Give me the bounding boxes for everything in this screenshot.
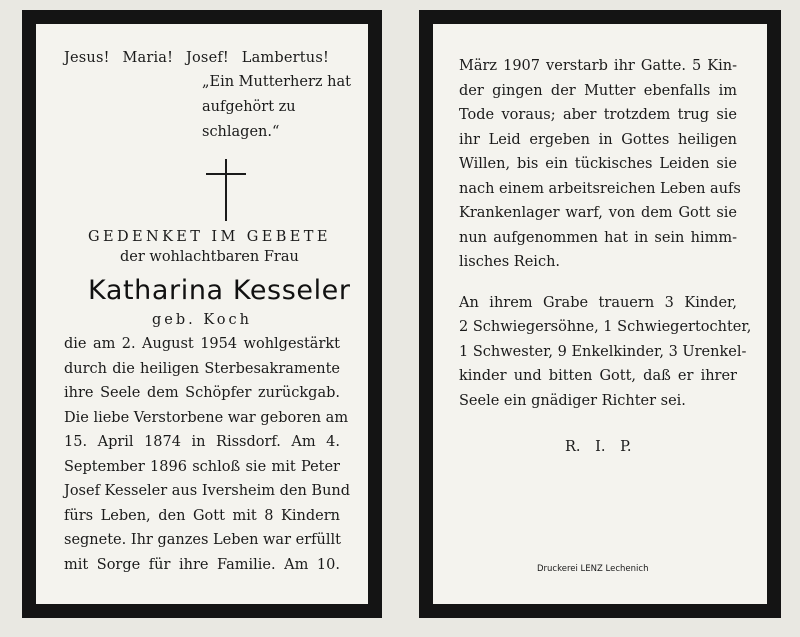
text-line: mit Sorge für ihre Familie. Am 10. <box>64 556 340 573</box>
text-line: Krankenlager warf, von dem Gott sie <box>459 205 737 221</box>
maiden-name: geb. Koch <box>152 312 252 328</box>
printer-credit: Druckerei LENZ Lechenich <box>537 564 649 574</box>
text-line: fürs Leben, den Gott mit 8 Kindern <box>64 507 340 524</box>
text-line: 2 Schwiegersöhne, 1 Schwiegertochter, <box>459 319 752 335</box>
right-paragraph-1 <box>459 54 741 275</box>
text-line: Tode voraus; aber trotzdem trug sie <box>459 107 737 123</box>
left-card <box>22 10 382 618</box>
text-line: 1 Schwester, 9 Enkelkinder, 3 Urenkel- <box>459 343 747 360</box>
right-paragraph-2 <box>459 291 752 414</box>
text-line: ihre Seele dem Schöpfer zurückgab. <box>64 385 340 401</box>
text-line: Willen, bis ein tückisches Leiden sie <box>459 156 737 172</box>
text-line: Die liebe Verstorbene war geboren am <box>64 409 349 426</box>
text-line: Seele ein gnädiger Richter sei. <box>459 392 686 409</box>
text-line: segnete. Ihr ganzes Leben war erfüllt <box>64 532 341 548</box>
text-line: ihr Leid ergeben in Gottes heiligen <box>459 131 737 148</box>
invocation-line: Jesus! Maria! Josef! Lambertus! <box>64 50 330 66</box>
quote-line: aufgehört zu schlagen.“ <box>202 99 296 140</box>
heading: GEDENKET IM GEBETE <box>88 229 331 245</box>
rip-text: R. I. P. <box>565 439 632 455</box>
text-line: 15. April 1874 in Rissdorf. Am 4. <box>64 434 340 450</box>
text-line: kinder und bitten Gott, daß er ihrer <box>459 368 737 384</box>
text-line: der gingen der Mutter ebenfalls im <box>459 82 737 99</box>
deceased-name: Katharina Kesseler <box>88 275 351 306</box>
quote <box>202 70 372 145</box>
subheading: der wohlachtbaren Frau <box>120 249 299 265</box>
text-line: nach einem arbeitsreichen Leben aufs <box>459 180 741 197</box>
quote-line: „Ein Mutterherz hat <box>202 74 351 90</box>
cross-icon <box>206 159 246 221</box>
text-line: nun aufgenommen hat in sein himm- <box>459 229 737 246</box>
text-line: die am 2. August 1954 wohlgestärkt <box>64 336 340 352</box>
text-line: März 1907 verstarb ihr Gatte. 5 Kin- <box>459 58 737 74</box>
left-card-content <box>36 24 368 604</box>
left-body-text <box>64 332 351 577</box>
text-line: September 1896 schloß sie mit Peter <box>64 458 340 475</box>
right-card-content <box>433 24 767 604</box>
text-line: lisches Reich. <box>459 254 561 270</box>
text-line: Josef Kesseler aus Iversheim den Bund <box>64 483 351 499</box>
right-card <box>419 10 781 618</box>
text-line: An ihrem Grabe trauern 3 Kinder, <box>459 294 737 311</box>
text-line: durch die heiligen Sterbesakramente <box>64 360 340 377</box>
